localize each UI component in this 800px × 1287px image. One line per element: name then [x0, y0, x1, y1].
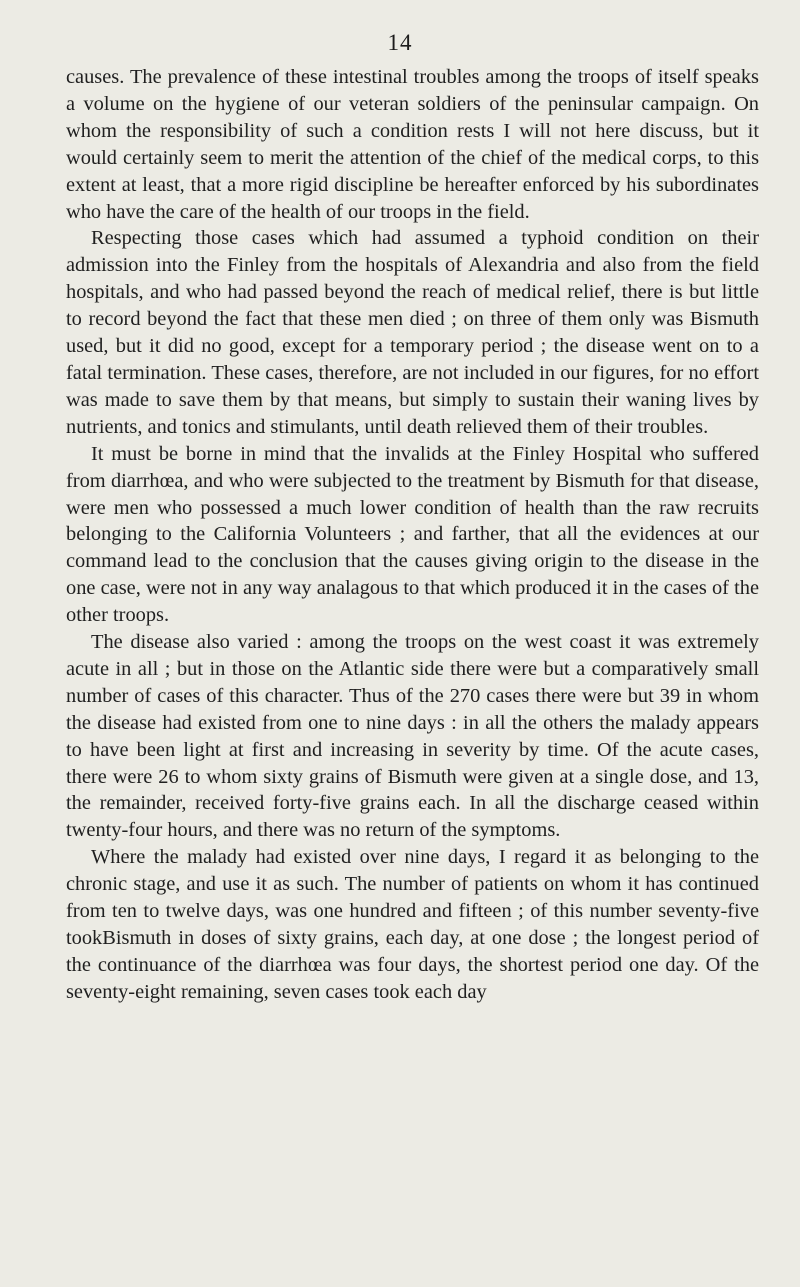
paragraph-disease-variation: The disease also varied : among the troops on the west coast it was extremely acute in all ; but in those on the Atlantic side there were but a comparatively small number of cases of this character. Thus of the 270 cases there were but 39 in whom the disease had existed from one to nine days : in all the others the malady appears to have been light at first and increasing in severity by time. Of the acute cases, there were 26 to whom sixty grains of Bismuth were given at a single dose, and 13, the remainder, received forty-five grains each. In all the discharge ceased within twenty-four hours, and there was no return of the symptoms.	[66, 631, 759, 842]
page-number: 14	[387, 30, 413, 55]
paragraph-continued: causes. The prevalence of these intestinal troubles among the troops of itself speaks a volume on the hygiene of our veteran soldiers of the peninsular campaign. On whom the responsibility of such a condition rests I will not here discuss, but it would certainly seem to merit the attention of the chief of the medical corps, to this extent at least, that a more rigid discipline be hereafter enforced by his subordinates who have the care of the health of our troops in the field.	[66, 66, 759, 223]
paragraph-typhoid-cases: Respecting those cases which had assumed a typhoid condition on their admission into the Finley from the hospitals of Alexandria and also from the field hospitals, and who had passed beyond the reach of medical relief, there is but little to record beyond the fact that these men died ; on three of them only was Bismuth used, but it did no good, except for a temporary period ; the disease went on to a fatal termination. These cases, therefore, are not included in our figures, for no effort was made to save them by that means, but simply to sustain their waning lives by nutrients, and tonics and stimulants, until death relieved them of their troubles.	[66, 227, 759, 438]
paragraph-finley-invalids: It must be borne in mind that the invalids at the Finley Hospital who suffered from diarrhœa, and who were subjected to the treatment by Bismuth for that disease, were men who possessed a much lower condition of health than the raw recruits belonging to the California Volunteers ; and farther, that all the evidences at our command lead to the conclusion that the causes giving origin to the disease in the one case, were not in any way analagous to that which produced it in the cases of the other troops.	[66, 442, 759, 627]
paragraph-chronic-stage: Where the malady had existed over nine days, I regard it as belonging to the chronic stage, and use it as such. The number of patients on whom it has continued from ten to twelve days, was one hundred and fifteen ; of this number seventy-five tookBismuth in doses of sixty grains, each day, at one dose ; the longest period of the continuance of the diarrhœa was four days, the shortest period one day. Of the seventy-eight remaining, seven cases took each day	[66, 846, 759, 1003]
body-text	[66, 64, 759, 1006]
